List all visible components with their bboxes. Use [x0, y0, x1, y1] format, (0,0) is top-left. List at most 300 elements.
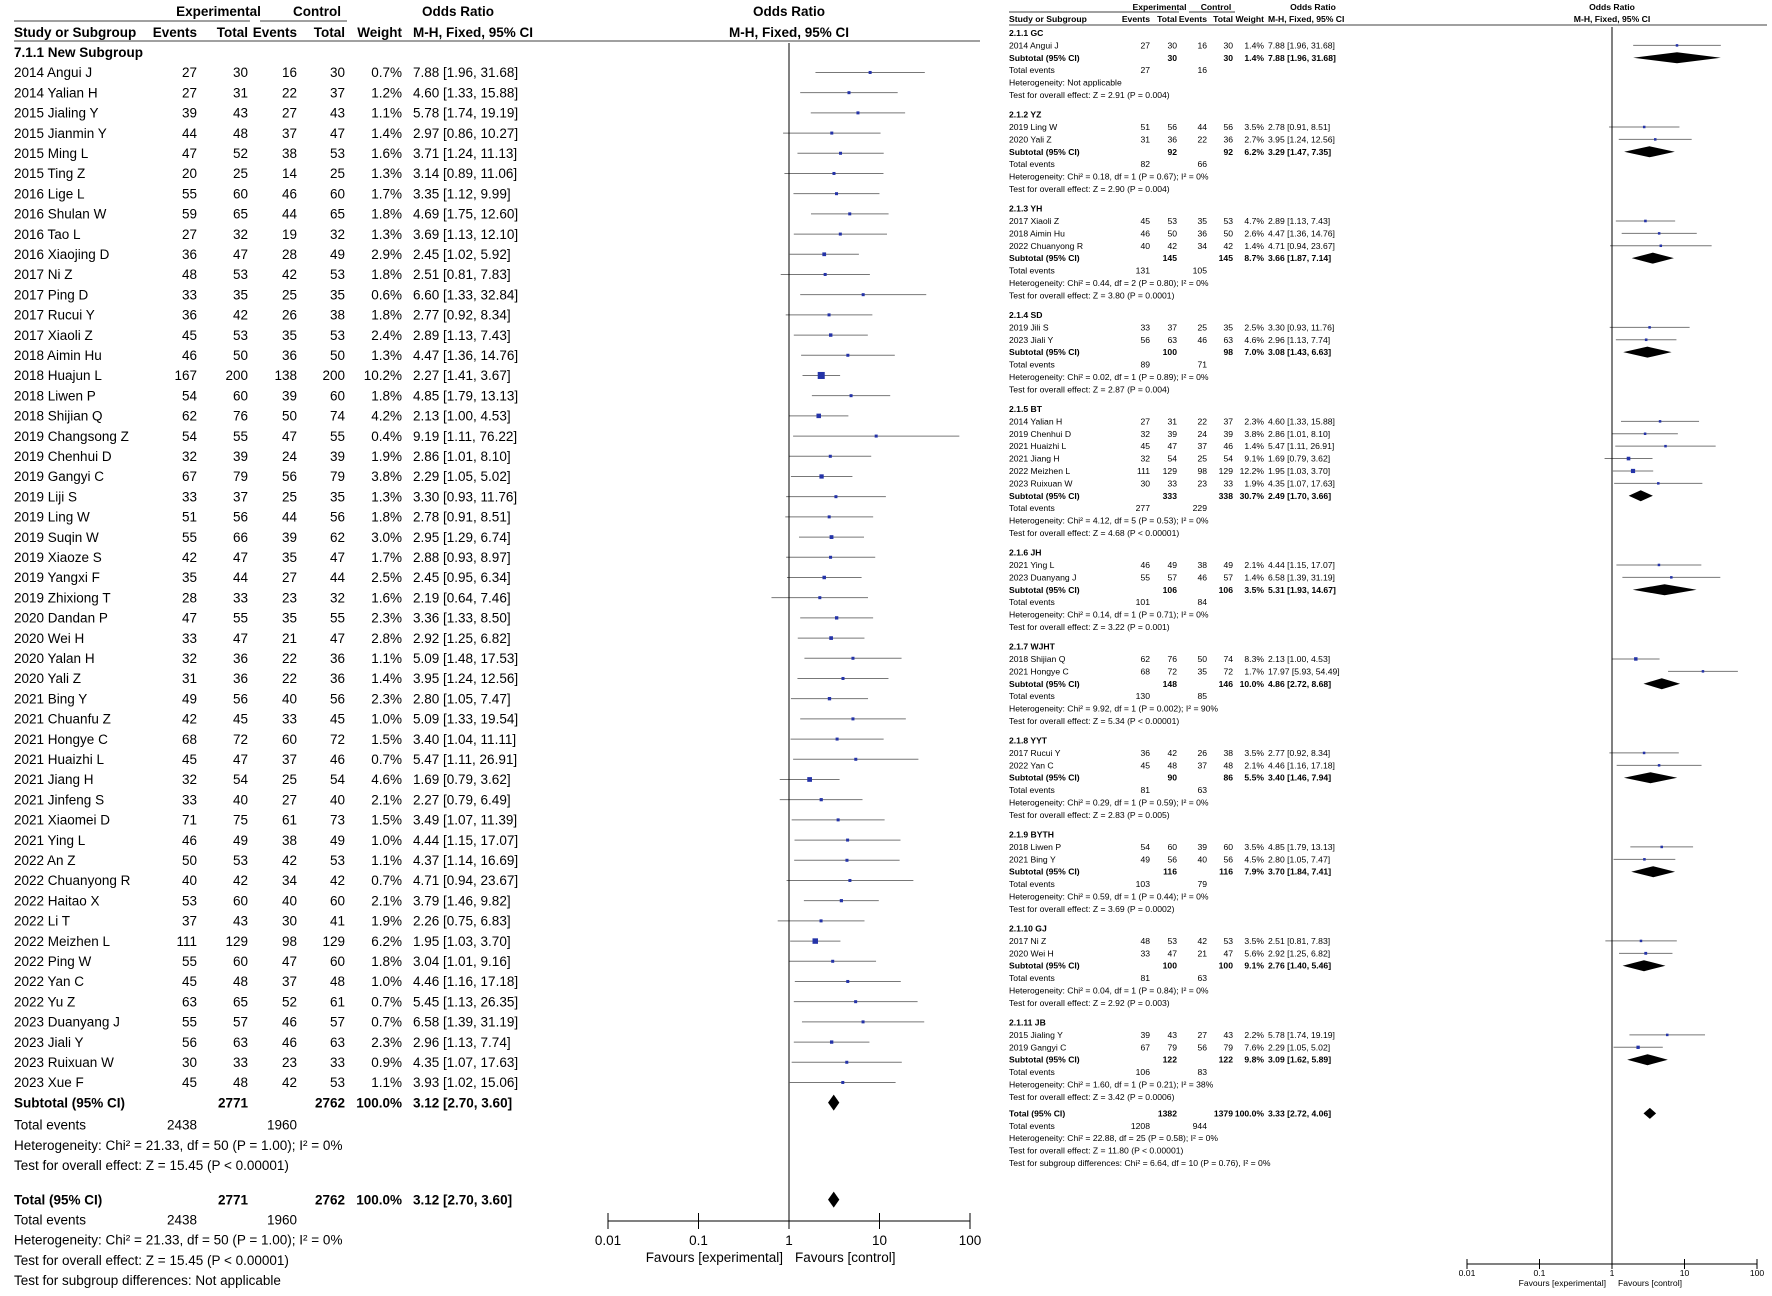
group-overall-effect: Test for overall effect: Z = 3.42 (P = 0.0006) [1009, 1091, 1175, 1102]
exp-events: 46 [181, 348, 197, 363]
exp-events: 46 [1140, 228, 1150, 239]
point-estimate [829, 556, 832, 559]
ctl-events: 25 [281, 489, 297, 505]
study-name: 2021 Jinfeng S [14, 792, 105, 808]
ci-value: 2.13 [1.00, 4.53] [413, 408, 511, 424]
ci-value: 5.78 [1.74, 19.19] [1268, 1029, 1335, 1040]
total-exp-events: 101 [1135, 597, 1150, 608]
ci-value: 3.79 [1.46, 9.82] [413, 893, 511, 909]
point-estimate [1636, 1046, 1639, 1049]
ctl-total: 45 [329, 711, 345, 727]
exp-events: 31 [1140, 134, 1150, 145]
weight-value: 0.4% [371, 428, 402, 444]
weight-value: 1.9% [1244, 478, 1264, 489]
ctl-total: 50 [1223, 228, 1233, 239]
exp-total: 79 [1167, 1042, 1177, 1053]
weight-value: 1.1% [371, 105, 402, 121]
group-overall-effect: Test for overall effect: Z = 4.68 (P < 0.00001) [1009, 527, 1180, 538]
ctl-total: 72 [1223, 666, 1233, 677]
ctl-total: 33 [1223, 478, 1233, 489]
study-name: 2015 Ting Z [14, 166, 86, 182]
ci-value: 3.12 [2.70, 3.60] [413, 1192, 513, 1208]
exp-total: 60 [232, 388, 248, 404]
point-estimate [1658, 232, 1661, 235]
exp-events: 36 [1140, 747, 1150, 758]
weight-value: 4.2% [371, 408, 402, 424]
header-experimental: Experimental [176, 4, 261, 19]
ctl-events: 34 [281, 873, 297, 889]
total-ctl-events: 63 [1197, 973, 1207, 984]
exp-events: 36 [181, 247, 197, 262]
ctl-events: 37 [281, 125, 297, 141]
exp-total: 39 [232, 449, 248, 464]
total-ctl-events: 84 [1197, 597, 1207, 608]
total-ctl-events: 229 [1192, 503, 1207, 514]
subgroup-title: 2.1.7 WJHT [1009, 641, 1055, 652]
weight-value: 1.8% [371, 267, 402, 283]
exp-events: 48 [181, 267, 197, 283]
x-tick-label: 100 [958, 1233, 982, 1248]
ctl-events: 46 [1197, 334, 1207, 345]
ctl-events: 38 [281, 832, 297, 848]
point-estimate [1644, 220, 1647, 223]
subtotal-label: Subtotal (95% CI) [14, 1095, 126, 1111]
ci-value: 4.71 [0.94, 23.67] [413, 873, 519, 889]
ci-value: 2.29 [1.05, 5.02] [1268, 1042, 1331, 1053]
study-name: 2020 Wei H [1009, 948, 1054, 959]
weight-value: 4.6% [1244, 334, 1264, 345]
ci-value: 4.86 [2.72, 8.68] [1268, 678, 1332, 689]
point-estimate [1670, 576, 1673, 579]
ci-value: 4.60 [1.33, 15.88] [413, 85, 519, 101]
exp-total: 42 [232, 307, 248, 323]
ctl-total: 38 [329, 307, 345, 323]
study-name: 2019 Zhixiong T [14, 590, 111, 606]
weight-value: 3.5% [1244, 747, 1264, 758]
header-study: Study or Subgroup [1009, 14, 1087, 24]
study-name: 2019 Liji S [14, 489, 78, 505]
exp-events: 33 [181, 792, 197, 808]
exp-events: 33 [181, 630, 197, 646]
study-name: 2014 Angui J [14, 65, 93, 81]
study-name: 2021 Ying L [14, 832, 86, 848]
ctl-events: 44 [1197, 121, 1207, 132]
exp-total: 50 [1167, 228, 1177, 239]
subtotal-label: Subtotal (95% CI) [1009, 52, 1080, 63]
ci-value: 3.71 [1.24, 11.13] [413, 146, 518, 161]
subtotal-label: Subtotal (95% CI) [1009, 253, 1080, 264]
ctl-events: 24 [281, 449, 297, 464]
point-estimate [829, 636, 833, 640]
exp-events: 35 [181, 570, 197, 586]
ctl-total: 145 [1218, 253, 1233, 264]
subgroup-title: 2.1.4 SD [1009, 309, 1043, 320]
point-estimate [832, 172, 835, 175]
ctl-total: 129 [1218, 465, 1233, 476]
header-experimental: Experimental [1132, 2, 1187, 12]
group-heterogeneity: Heterogeneity: Chi² = 9.92, df = 1 (P = 0.002); I² = 90% [1009, 703, 1219, 714]
study-name: 2016 Lige L [14, 186, 85, 202]
header-ctl-total: Total [1213, 14, 1233, 24]
exp-total: 42 [1167, 747, 1177, 758]
weight-value: 1.3% [371, 166, 402, 182]
ctl-events: 16 [281, 65, 297, 81]
group-overall-effect: Test for overall effect: Z = 2.87 (P = 0.004) [1009, 384, 1170, 395]
ci-value: 4.46 [1.16, 17.18] [1268, 760, 1335, 771]
ctl-events: 42 [281, 267, 297, 283]
exp-events: 27 [1140, 40, 1150, 51]
study-name: 2021 Huaizhi L [14, 752, 105, 767]
ctl-total: 338 [1218, 490, 1233, 501]
study-name: 2020 Dandan P [14, 610, 108, 626]
point-estimate [1640, 940, 1643, 943]
ctl-total: 54 [1223, 453, 1233, 464]
point-estimate [1634, 657, 1637, 660]
exp-total: 31 [232, 85, 248, 101]
weight-value: 1.9% [371, 449, 402, 464]
exp-events: 55 [181, 529, 197, 545]
ctl-total: 62 [329, 529, 345, 545]
study-name: 2018 Shijian Q [14, 408, 103, 424]
point-estimate [1664, 445, 1667, 448]
ctl-events: 27 [281, 105, 297, 121]
ci-value: 2.19 [0.64, 7.46] [413, 590, 511, 606]
ci-value: 3.04 [1.01, 9.16] [413, 954, 511, 969]
exp-events: 33 [181, 489, 197, 505]
ctl-events: 98 [281, 933, 297, 949]
study-name: 2021 Huaizhi L [1009, 441, 1067, 452]
point-estimate [869, 71, 872, 74]
exp-events: 32 [181, 651, 197, 666]
study-name: 2022 Ping W [14, 954, 92, 969]
ctl-events: 40 [281, 893, 297, 909]
weight-value: 4.6% [371, 772, 402, 788]
weight-value: 1.6% [371, 146, 402, 161]
ci-value: 5.09 [1.33, 19.54] [413, 711, 519, 727]
exp-total: 79 [232, 469, 248, 485]
weight-value: 3.5% [1244, 584, 1264, 595]
ctl-total: 55 [329, 428, 345, 444]
subtotal-overall-effect: Test for overall effect: Z = 15.45 (P < 0.00001) [14, 1158, 289, 1173]
ctl-events: 36 [1197, 228, 1207, 239]
subtotal-diamond [1633, 52, 1721, 63]
weight-value: 9.8% [1244, 1054, 1264, 1065]
header-ctl-events: Events [252, 25, 297, 40]
point-estimate [845, 859, 848, 862]
point-estimate [835, 192, 838, 195]
study-name: 2020 Yalan H [14, 651, 95, 666]
ci-value: 5.45 [1.13, 26.35] [413, 994, 519, 1010]
favours-control-label: Favours [control] [1618, 1278, 1682, 1288]
study-name: 2016 Tao L [14, 226, 81, 242]
exp-total: 45 [232, 711, 248, 727]
study-name: 2018 Aimin Hu [14, 348, 102, 363]
subtotal-label: Subtotal (95% CI) [1009, 490, 1080, 501]
study-name: 2022 Meizhen L [1009, 465, 1071, 476]
exp-events: 55 [181, 954, 197, 969]
ci-value: 3.08 [1.43, 6.63] [1268, 347, 1332, 358]
ctl-events: 25 [281, 772, 297, 788]
study-name: 2018 Huajun L [14, 368, 102, 384]
exp-events: 111 [176, 933, 197, 949]
ctl-total: 60 [329, 186, 345, 202]
point-estimate [846, 980, 849, 983]
study-name: 2022 Haitao X [14, 893, 100, 909]
ctl-events: 27 [281, 792, 297, 808]
ctl-events: 138 [274, 368, 297, 384]
point-estimate [875, 435, 878, 438]
exp-total: 43 [232, 913, 248, 929]
exp-events: 20 [181, 166, 197, 182]
ctl-events: 61 [281, 812, 297, 828]
subtotal-diamond [1624, 772, 1677, 783]
ctl-total: 41 [329, 913, 345, 929]
ctl-total: 106 [1218, 584, 1233, 595]
ctl-total: 61 [329, 994, 345, 1010]
point-estimate [845, 1061, 848, 1064]
study-name: 2019 Xiaoze S [14, 550, 102, 565]
point-estimate [837, 818, 840, 821]
ci-value: 2.77 [0.92, 8.34] [413, 307, 511, 323]
point-estimate [1643, 858, 1646, 861]
exp-total: 47 [232, 752, 248, 767]
ctl-total: 79 [329, 469, 345, 485]
weight-value: 2.1% [1244, 559, 1264, 570]
study-name: 2019 Gangyi C [1009, 1042, 1067, 1053]
total-events-label: Total events [1009, 503, 1055, 514]
header-exp-events: Events [152, 25, 197, 40]
ctl-total: 53 [329, 1075, 345, 1091]
ctl-events: 24 [1197, 428, 1207, 439]
study-name: 2019 Ling W [14, 509, 90, 525]
total-exp-events: 1208 [1130, 1120, 1150, 1131]
total-events-label: Total events [14, 1212, 87, 1228]
ci-value: 4.44 [1.15, 17.07] [1268, 559, 1335, 570]
exp-total: 1382 [1157, 1108, 1177, 1119]
exp-total: 129 [225, 933, 248, 949]
point-estimate [1660, 846, 1663, 849]
subgroup-title: 2.1.8 YYT [1009, 735, 1048, 746]
point-estimate [829, 333, 832, 336]
ctl-events: 52 [281, 994, 297, 1010]
ctl-events: 38 [281, 146, 297, 161]
weight-value: 2.6% [1244, 228, 1264, 239]
favours-control-label: Favours [control] [795, 1250, 896, 1265]
exp-events: 39 [1140, 1029, 1150, 1040]
ctl-events: 16 [1197, 40, 1207, 51]
ci-value: 4.47 [1.36, 14.76] [1268, 228, 1335, 239]
study-name: 2017 Xiaoli Z [14, 327, 93, 343]
ctl-total: 38 [1223, 747, 1233, 758]
ci-value: 2.51 [0.81, 7.83] [1268, 935, 1331, 946]
ctl-total: 79 [1223, 1042, 1233, 1053]
total-exp-events: 2438 [166, 1212, 197, 1228]
ctl-events: 35 [281, 327, 297, 343]
exp-events: 32 [181, 772, 197, 788]
ctl-events: 22 [281, 671, 297, 687]
header-plot-odds-ratio: Odds Ratio [752, 4, 826, 19]
exp-total: 57 [1167, 572, 1177, 583]
ctl-total: 60 [329, 893, 345, 909]
ci-value: 1.69 [0.79, 3.62] [1268, 453, 1331, 464]
study-name: 2019 Jili S [1009, 322, 1049, 333]
weight-value: 7.0% [1244, 347, 1264, 358]
subgroup-title: 2.1.1 GC [1009, 28, 1044, 38]
ctl-total: 47 [329, 550, 345, 565]
exp-events: 45 [181, 1075, 197, 1091]
exp-total: 2771 [217, 1095, 248, 1111]
point-estimate [1644, 433, 1647, 436]
exp-events: 48 [1140, 935, 1150, 946]
ctl-events: 23 [281, 590, 297, 606]
ctl-total: 86 [1223, 772, 1233, 783]
exp-total: 60 [232, 954, 248, 969]
exp-events: 54 [181, 388, 197, 404]
total-heterogeneity: Heterogeneity: Chi² = 21.33, df = 50 (P = 1.00); I² = 0% [14, 1232, 343, 1248]
point-estimate [839, 152, 842, 155]
exp-total: 40 [232, 792, 248, 808]
study-name: 2019 Ling W [1009, 121, 1058, 132]
header-odds-ratio: Odds Ratio [421, 4, 495, 19]
ctl-events: 44 [281, 206, 297, 222]
ci-value: 3.14 [0.89, 11.06] [413, 166, 518, 182]
weight-value: 1.7% [1244, 666, 1264, 677]
weight-value: 1.3% [371, 348, 402, 363]
exp-total: 72 [1167, 666, 1177, 677]
x-tick-label: 0.01 [1458, 1268, 1476, 1278]
ctl-events: 35 [281, 610, 297, 626]
weight-value: 1.1% [371, 1075, 402, 1091]
ci-value: 3.95 [1.24, 12.56] [1268, 134, 1335, 145]
study-name: 2021 Xiaomei D [14, 812, 111, 828]
subtotal-label: Subtotal (95% CI) [1009, 772, 1080, 783]
exp-total: 31 [1167, 416, 1177, 427]
ctl-events: 25 [1197, 322, 1207, 333]
ctl-total: 49 [329, 832, 345, 848]
ctl-total: 100 [1218, 960, 1233, 971]
point-estimate [862, 293, 865, 296]
study-name: 2015 Jialing Y [1009, 1029, 1063, 1040]
weight-value: 8.7% [1244, 253, 1264, 264]
exp-events: 46 [1140, 559, 1150, 570]
weight-value: 1.3% [371, 226, 402, 242]
ci-value: 5.31 [1.93, 14.67] [1268, 584, 1336, 595]
group-heterogeneity: Heterogeneity: Chi² = 0.02, df = 1 (P = 0.89); I² = 0% [1009, 371, 1209, 382]
exp-total: 56 [1167, 854, 1177, 865]
group-heterogeneity: Heterogeneity: Chi² = 0.59, df = 1 (P = 0.44); I² = 0% [1009, 891, 1209, 902]
weight-value: 1.8% [371, 954, 402, 969]
ci-value: 7.88 [1.96, 31.68] [1268, 40, 1335, 51]
weight-value: 1.5% [371, 812, 402, 828]
subtotal-label: Subtotal (95% CI) [1009, 960, 1080, 971]
subtotal-label: Subtotal (95% CI) [1009, 146, 1080, 157]
study-name: 2021 Hongye C [14, 731, 108, 747]
subgroup-title: 2.1.2 YZ [1009, 109, 1042, 120]
weight-value: 6.2% [1244, 146, 1264, 157]
exp-events: 39 [181, 105, 197, 121]
x-tick-label: 100 [1749, 1268, 1765, 1278]
exp-total: 47 [1167, 441, 1177, 452]
weight-value: 1.8% [371, 307, 402, 323]
ctl-total: 53 [329, 327, 345, 343]
exp-total: 33 [232, 1055, 248, 1070]
study-name: 2022 Chuanyong R [1009, 240, 1084, 251]
ci-value: 4.69 [1.75, 12.60] [413, 206, 519, 222]
exp-total: 48 [1167, 760, 1177, 771]
ctl-total: 46 [1223, 441, 1233, 452]
ci-value: 4.71 [0.94, 23.67] [1268, 240, 1335, 251]
weight-value: 0.7% [371, 873, 402, 889]
point-estimate [848, 212, 851, 215]
point-estimate [1631, 469, 1635, 473]
ci-value: 2.49 [1.70, 3.66] [1268, 490, 1332, 501]
point-estimate [1627, 457, 1631, 461]
point-estimate [850, 394, 853, 397]
exp-events: 49 [1140, 854, 1150, 865]
ci-value: 2.86 [1.01, 8.10] [413, 449, 511, 464]
ctl-events: 22 [281, 85, 297, 101]
exp-events: 54 [1140, 841, 1150, 852]
weight-value: 0.7% [371, 994, 402, 1010]
weight-value: 3.5% [1244, 935, 1264, 946]
exp-events: 32 [1140, 453, 1150, 464]
ctl-total: 35 [1223, 322, 1233, 333]
exp-events: 40 [181, 873, 197, 889]
exp-events: 40 [1140, 240, 1150, 251]
point-estimate [1666, 1034, 1669, 1037]
subtotal-diamond [1631, 866, 1675, 877]
subtotal-diamond [1624, 146, 1675, 157]
group-overall-effect: Test for overall effect: Z = 2.83 (P = 0.005) [1009, 809, 1170, 820]
study-name: 2021 Hongye C [1009, 666, 1069, 677]
study-name: 2016 Shulan W [14, 206, 107, 222]
exp-total: 55 [232, 610, 248, 626]
weight-value: 3.0% [371, 529, 402, 545]
point-estimate [828, 515, 831, 518]
exp-events: 49 [181, 691, 197, 707]
ctl-events: 56 [1197, 1042, 1207, 1053]
ctl-total: 36 [329, 671, 345, 687]
ci-value: 3.29 [1.47, 7.35] [1268, 146, 1332, 157]
exp-total: 39 [1167, 428, 1177, 439]
exp-events: 30 [1140, 478, 1150, 489]
subtotal-label: Subtotal (95% CI) [1009, 584, 1080, 595]
exp-total: 43 [1167, 1029, 1177, 1040]
exp-total: 106 [1162, 584, 1177, 595]
exp-total: 56 [232, 509, 248, 525]
ctl-events: 56 [281, 469, 297, 485]
ctl-events: 35 [281, 550, 297, 565]
exp-events: 111 [1136, 465, 1150, 476]
x-tick-label: 1 [785, 1233, 793, 1248]
point-estimate [1645, 338, 1648, 341]
ci-value: 7.88 [1.96, 31.68] [413, 65, 519, 81]
exp-events: 46 [181, 832, 197, 848]
ci-value: 3.35 [1.12, 9.99] [413, 186, 511, 202]
ctl-total: 47 [329, 125, 345, 141]
ctl-total: 44 [329, 570, 345, 586]
ctl-events: 22 [1197, 416, 1207, 427]
point-estimate [841, 1081, 844, 1084]
weight-value: 3.5% [1244, 121, 1264, 132]
weight-value: 2.3% [371, 691, 402, 707]
weight-value: 100.0% [356, 1095, 402, 1111]
point-estimate [854, 1000, 857, 1003]
exp-events: 55 [181, 1014, 197, 1030]
ci-value: 3.30 [0.93, 11.76] [1268, 322, 1335, 333]
total-ctl-events: 71 [1197, 359, 1207, 370]
ci-value: 4.35 [1.07, 17.63] [413, 1055, 519, 1070]
